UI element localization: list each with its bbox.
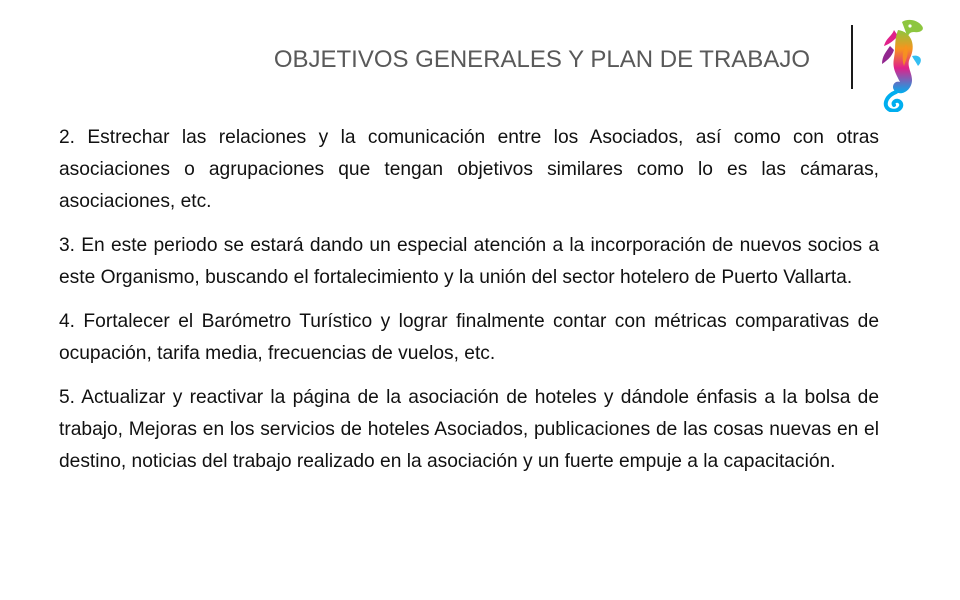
objective-paragraph-3: 3. En este periodo se estará dando un especial atención a la incorporación de nuevos socios a este Organismo, buscando el fortalecimiento y la unión del sector hotelero de Puerto Vallarta. xyxy=(59,235,879,288)
objective-paragraph-5: 5. Actualizar y reactivar la página de la asociación de hoteles y dándole énfasis a la bolsa de trabajo, Mejoras en los servicios de hoteles Asociados, publicaciones de las cosas nuevas en el destino, noticias del trabajo realizado en la asociación y un fuerte empuje a la capacitación. xyxy=(59,387,879,472)
header-divider xyxy=(851,25,853,89)
seahorse-logo-icon xyxy=(872,16,930,112)
objective-paragraph-2: 2. Estrechar las relaciones y la comunicación entre los Asociados, así como con otras asociaciones o agrupaciones que tengan objetivos similares como lo es las cámaras, asociaciones, etc. xyxy=(59,127,879,212)
page-title: OBJETIVOS GENERALES Y PLAN DE TRABAJO xyxy=(273,46,810,73)
objective-paragraph-4: 4. Fortalecer el Barómetro Turístico y lograr finalmente contar con métricas comparativas de ocupación, tarifa media, frecuencias de vuelos, etc. xyxy=(59,311,879,364)
objectives-list xyxy=(59,122,879,490)
